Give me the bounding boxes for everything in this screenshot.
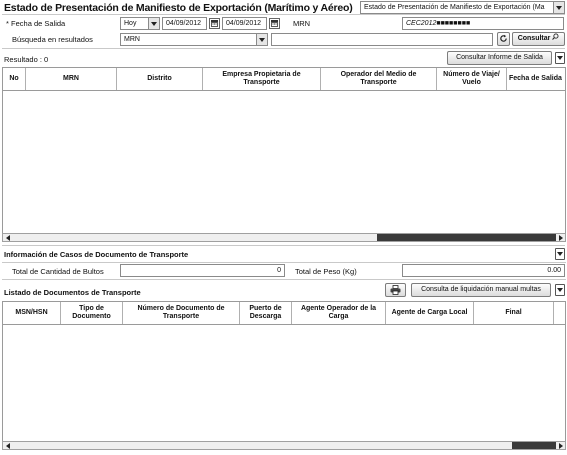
- chevron-down-icon: [148, 18, 159, 29]
- column-header[interactable]: Operador del Medio de Transporte: [321, 68, 437, 90]
- period-select[interactable]: [120, 17, 160, 30]
- scroll-right-icon[interactable]: [556, 442, 565, 449]
- chevron-down-icon: [557, 56, 563, 60]
- page-title: Estado de Presentación de Manifiesto de Exportación (Marítimo y Aéreo): [4, 2, 353, 14]
- chevron-down-icon: [557, 288, 563, 292]
- chevron-down-icon: [557, 252, 563, 256]
- chevron-down-icon: [553, 2, 564, 13]
- scroll-track[interactable]: [12, 234, 556, 241]
- column-header[interactable]: Fecha de Salida: [509, 75, 562, 82]
- scroll-thumb[interactable]: [512, 442, 556, 449]
- total-peso-field: 0.00: [402, 264, 565, 277]
- column-header-spacer: [554, 302, 565, 324]
- column-header[interactable]: Agente Operador de la Carga: [292, 302, 386, 324]
- column-header[interactable]: Tipo de Documento: [61, 302, 123, 324]
- documentos-horizontal-scrollbar[interactable]: [2, 441, 566, 450]
- consulta-multas-button[interactable]: Consulta de liquidación manual multas: [411, 283, 551, 297]
- busqueda-field-select[interactable]: [120, 33, 268, 46]
- total-peso-label: Total de Peso (Kg): [295, 267, 357, 276]
- print-button[interactable]: [385, 283, 406, 297]
- collapse-toggle[interactable]: [555, 284, 565, 296]
- calendar-icon[interactable]: [209, 18, 220, 29]
- scroll-left-icon[interactable]: [3, 442, 12, 449]
- scroll-right-icon[interactable]: [556, 234, 565, 241]
- column-header[interactable]: MRN: [26, 68, 117, 90]
- filter-divider: [2, 48, 565, 49]
- result-horizontal-scrollbar[interactable]: [2, 233, 566, 242]
- mrn-input[interactable]: CEC2012■■■■■■■■: [402, 17, 564, 30]
- busqueda-input[interactable]: [271, 33, 493, 46]
- result-grid-body: [2, 91, 566, 234]
- total-bultos-label: Total de Cantidad de Bultos: [12, 267, 104, 276]
- screen-select[interactable]: [360, 1, 565, 14]
- column-header[interactable]: Agente de Carga Local: [386, 302, 474, 324]
- consultar-button[interactable]: [512, 32, 565, 46]
- documentos-section-title: Listado de Documentos de Transporte: [4, 288, 141, 297]
- consultar-label: Consultar: [517, 35, 551, 42]
- section-divider: [2, 245, 565, 246]
- scroll-track[interactable]: [12, 442, 556, 449]
- screen-select-value: Estado de Presentación de Manifiesto de Exportación (Ma: [364, 4, 545, 11]
- column-header[interactable]: Puerto de Descarga: [240, 302, 292, 324]
- result-grid-header: [2, 67, 566, 91]
- scroll-left-icon[interactable]: [3, 234, 12, 241]
- collapse-toggle[interactable]: [555, 52, 565, 64]
- consultar-informe-button[interactable]: Consultar Informe de Salida: [447, 51, 552, 65]
- period-select-value: Hoy: [124, 20, 137, 27]
- column-header[interactable]: Empresa Propietaria de Transporte: [203, 68, 321, 90]
- column-header[interactable]: MSN/HSN: [3, 302, 61, 324]
- search-icon: [552, 33, 559, 40]
- scroll-thumb[interactable]: [377, 234, 556, 241]
- collapse-toggle[interactable]: [555, 248, 565, 260]
- busqueda-label: Búsqueda en resultados: [12, 35, 93, 44]
- printer-icon: [390, 285, 401, 295]
- fecha-label: [6, 19, 65, 28]
- busqueda-field-value: MRN: [124, 36, 140, 43]
- mrn-label: MRN: [293, 19, 311, 28]
- date-to-input[interactable]: 04/09/2012: [222, 17, 267, 30]
- refresh-button[interactable]: [497, 32, 510, 46]
- date-from-input[interactable]: 04/09/2012: [162, 17, 207, 30]
- chevron-down-icon: [256, 34, 267, 45]
- column-header[interactable]: Final: [474, 302, 554, 324]
- title-divider: [2, 14, 565, 15]
- required-mark: *: [6, 19, 9, 28]
- documentos-grid-header: [2, 301, 566, 325]
- total-bultos-field: 0: [120, 264, 285, 277]
- calendar-icon[interactable]: [269, 18, 280, 29]
- fecha-label-text: Fecha de Salida: [11, 19, 66, 28]
- column-header[interactable]: Distrito: [117, 68, 203, 90]
- documentos-grid-body: [2, 325, 566, 442]
- column-header[interactable]: Número de Viaje/ Vuelo: [437, 68, 507, 90]
- column-header[interactable]: No: [3, 68, 26, 90]
- column-header[interactable]: Número de Documento de Transporte: [123, 302, 240, 324]
- casos-section-title: Información de Casos de Documento de Transporte: [4, 250, 189, 259]
- result-count: Resultado : 0: [4, 55, 49, 64]
